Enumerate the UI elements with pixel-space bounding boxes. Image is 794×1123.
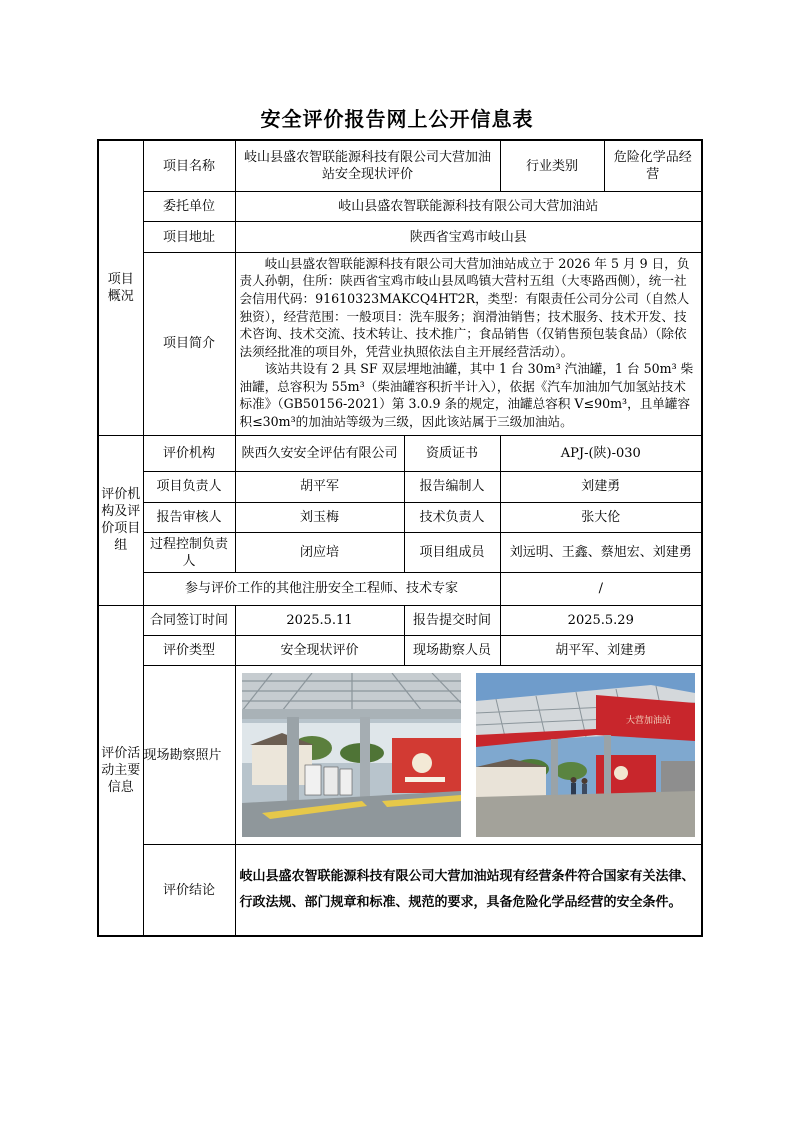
- type-value: 安全现状评价: [235, 636, 404, 666]
- page-title: 安全评价报告网上公开信息表: [260, 107, 534, 131]
- cert-label: 资质证书: [404, 435, 500, 471]
- address-value: 陕西省宝鸡市岐山县: [235, 222, 702, 252]
- submit-label: 报告提交时间: [404, 605, 500, 635]
- photos-label: 现场勘察照片: [143, 666, 235, 845]
- pm-label: 项目负责人: [143, 472, 235, 502]
- site-photo-1: [242, 673, 461, 837]
- section-evaluation-org: 评价机构及评价项目组: [98, 435, 143, 605]
- photos-cell: [235, 666, 702, 845]
- contract-value: 2025.5.11: [235, 605, 404, 635]
- project-intro: [235, 252, 702, 435]
- reviewer-label: 报告审核人: [143, 502, 235, 532]
- submit-value: 2025.5.29: [500, 605, 702, 635]
- survey-label: 现场勘察人员: [404, 636, 500, 666]
- org-label: 评价机构: [143, 435, 235, 471]
- section-activity: 评价活动主要信息: [98, 605, 143, 936]
- address-label: 项目地址: [143, 222, 235, 252]
- survey-value: 胡平军、刘建勇: [500, 636, 702, 666]
- industry-value: 危险化学品经营: [604, 140, 702, 192]
- industry-label: 行业类别: [500, 140, 604, 192]
- section-project-overview: 项目 概况: [98, 140, 143, 435]
- client-value: 岐山县盛农智联能源科技有限公司大营加油站: [235, 192, 702, 222]
- type-label: 评价类型: [143, 636, 235, 666]
- cert-value: APJ-(陕)-030: [500, 435, 702, 471]
- members-label: 项目组成员: [404, 532, 500, 572]
- process-value: 闭应培: [235, 532, 404, 572]
- conclusion-value: 岐山县盛农智联能源科技有限公司大营加油站现有经营条件符合国家有关法律、行政法规、部门规章和标准、规范的要求，具备危险化学品经营的安全条件。: [235, 845, 702, 936]
- experts-value: /: [500, 573, 702, 605]
- site-photo-2: [476, 673, 695, 837]
- editor-label: 报告编制人: [404, 472, 500, 502]
- pm-value: 胡平军: [235, 472, 404, 502]
- intro-label: 项目简介: [143, 252, 235, 435]
- tech-label: 技术负责人: [404, 502, 500, 532]
- info-table: [97, 139, 703, 937]
- canopy-sign-text: 大营加油站: [626, 716, 672, 727]
- tech-value: 张大伦: [500, 502, 702, 532]
- members-value: 刘远明、王鑫、蔡旭宏、刘建勇: [500, 532, 702, 572]
- org-value: 陕西久安安全评估有限公司: [235, 435, 404, 471]
- reviewer-value: 刘玉梅: [235, 502, 404, 532]
- client-label: 委托单位: [143, 192, 235, 222]
- project-name-value: 岐山县盛农智联能源科技有限公司大营加油站安全现状评价: [235, 140, 500, 192]
- conclusion-label: 评价结论: [143, 845, 235, 936]
- process-label: 过程控制负责人: [143, 532, 235, 572]
- contract-label: 合同签订时间: [143, 605, 235, 635]
- editor-value: 刘建勇: [500, 472, 702, 502]
- intro-paragraph-1: 岐山县盛农智联能源科技有限公司大营加油站成立于 2026 年 5 月 9 日，负责人孙朝，住所：陕西省宝鸡市岐山县凤鸣镇大营村五组（大枣路西侧），统一社会信用代码：91610323MAKCQ4HT2R，类型：有限责任公司分公司（自然人独资），经营范围：一般项目：洗车服务；润滑油销售；技术服务、技术开发、技术咨询、技术交流、技术转让、技术推广；食品销售（仅销售预包装食品）（除依法须经批准的项目外，凭营业执照依法自主开展经营活动）。: [239, 255, 690, 359]
- project-name-label: 项目名称: [143, 140, 235, 192]
- experts-label: 参与评价工作的其他注册安全工程师、技术专家: [143, 573, 500, 605]
- intro-paragraph-2: 该站共设有 2 具 SF 双层埋地油罐，其中 1 台 30m³ 汽油罐，1 台 50m³ 柴油罐，总容积为 55m³（柴油罐容积折半计入），依据《汽车加油加气加氢站技术标准》（GB50156-2021）第 3.0.9 条的规定，油罐总容积 V≤90m³，且单罐容积≤30m³的加油站等级为三级，因此该站属于三级加油站。: [239, 361, 694, 430]
